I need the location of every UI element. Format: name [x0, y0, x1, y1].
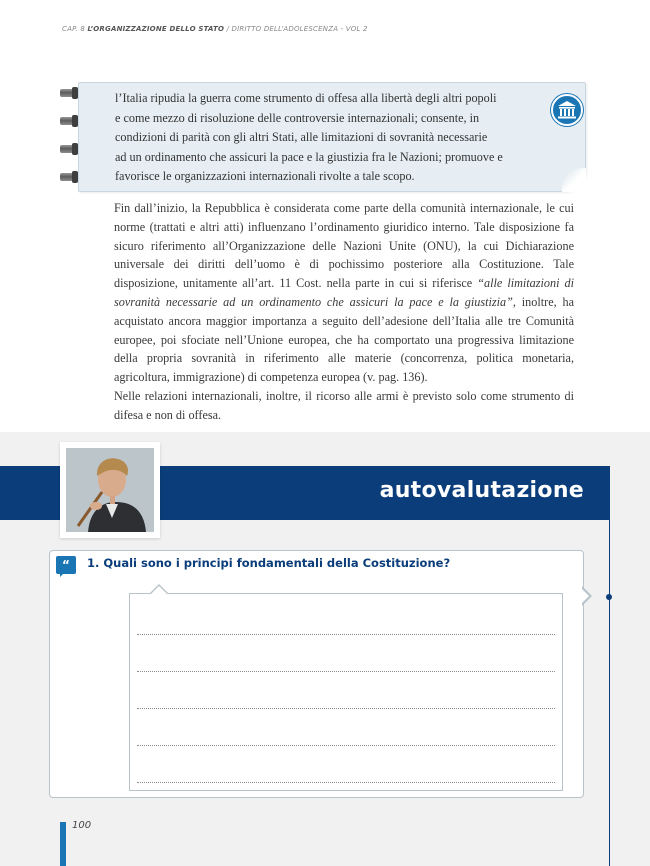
quote-line: e come mezzo di risoluzione delle controversie internazionali; consente, in — [115, 110, 480, 125]
quote-text — [115, 89, 545, 187]
constitution-quote-box — [78, 82, 586, 192]
page-number-bar — [60, 822, 66, 866]
paragraph: Nelle relazioni internazionali, inoltre, il ricorso alle armi è previsto solo come strumento di difesa e non di offesa. — [114, 388, 574, 422]
student-photo-frame — [60, 442, 160, 538]
running-head — [62, 25, 368, 33]
paragraph-text: Fin dall’inizio, la Repubblica è considerata come parte della comunità internazionale, le cui norme (trattati e altri atti) influenzano l’ordinamento giuridico interno. Tale disposizione fa sicuro riferimento all’Organizzazione delle Nazioni Unite (ONU), la cui Dichiarazione universale dei diritti dell’uomo è di pochissimo posteriore alla Costituzione. Tale disposizione, unitamente all’art. 11 Cost. nella parte in cui si riferisce — [114, 201, 574, 291]
answer-line[interactable] — [137, 671, 555, 672]
pillar-icon — [551, 94, 583, 126]
margin-dot — [606, 594, 612, 600]
section-title: autovalutazione — [379, 478, 584, 503]
running-head-book: DIRITTO DELL’ADOLESCENZA - VOL 2 — [231, 25, 368, 33]
page-curl — [562, 168, 586, 192]
page-number: 100 — [72, 820, 92, 831]
student-photo — [66, 448, 154, 532]
speech-bubble-tail — [60, 573, 64, 577]
body-text — [114, 199, 574, 425]
running-head-chapter: CAP. 8 — [62, 25, 86, 33]
quote-line: condizioni di parità con gli altri Stati, alle limitazioni di sovranità necessarie — [115, 130, 488, 144]
quote-line: ad un ordinamento che assicuri la pace e la giustizia fra le Nazioni; promuove e — [115, 149, 503, 164]
answer-line[interactable] — [137, 782, 555, 783]
quote-line: favorisce le organizzazioni internazionali rivolte a tale scopo. — [115, 169, 415, 183]
question-card-pointer-inner — [581, 588, 589, 604]
question-text: 1. Quali sono i principi fondamentali della Costituzione? — [87, 556, 451, 570]
answer-box-notch-inner — [150, 586, 168, 595]
paragraph — [114, 199, 574, 387]
speech-bubble-icon: “ — [56, 556, 76, 574]
answer-line[interactable] — [137, 745, 555, 746]
paragraph-text: , inoltre, ha acquistato ancora maggior importanza a seguito dell’adesione dell’Italia alle tre Comunità europee, poi sfociate nell’Unione europea, che ha comportato una progressiva limitazione della propria sovranità in riferimento alle materie (concorrenza, politica monetaria, agricoltura, immigrazione) di competenza europea (v. pag. 136). — [114, 294, 574, 385]
margin-rule — [609, 520, 610, 866]
quote-line: l’Italia ripudia la guerra come strumento di offesa alla libertà degli altri popoli — [115, 91, 497, 105]
answer-box[interactable] — [129, 593, 563, 791]
answer-line[interactable] — [137, 634, 555, 635]
running-head-separator: / — [226, 25, 230, 33]
running-head-chapter-title: L’ORGANIZZAZIONE DELLO STATO — [87, 25, 225, 33]
quoted-italic-text: “alle limitazioni di sovranità necessarie ad un ordinamento che assicuri la pace e la giustizia” — [114, 276, 574, 309]
answer-line[interactable] — [137, 708, 555, 709]
